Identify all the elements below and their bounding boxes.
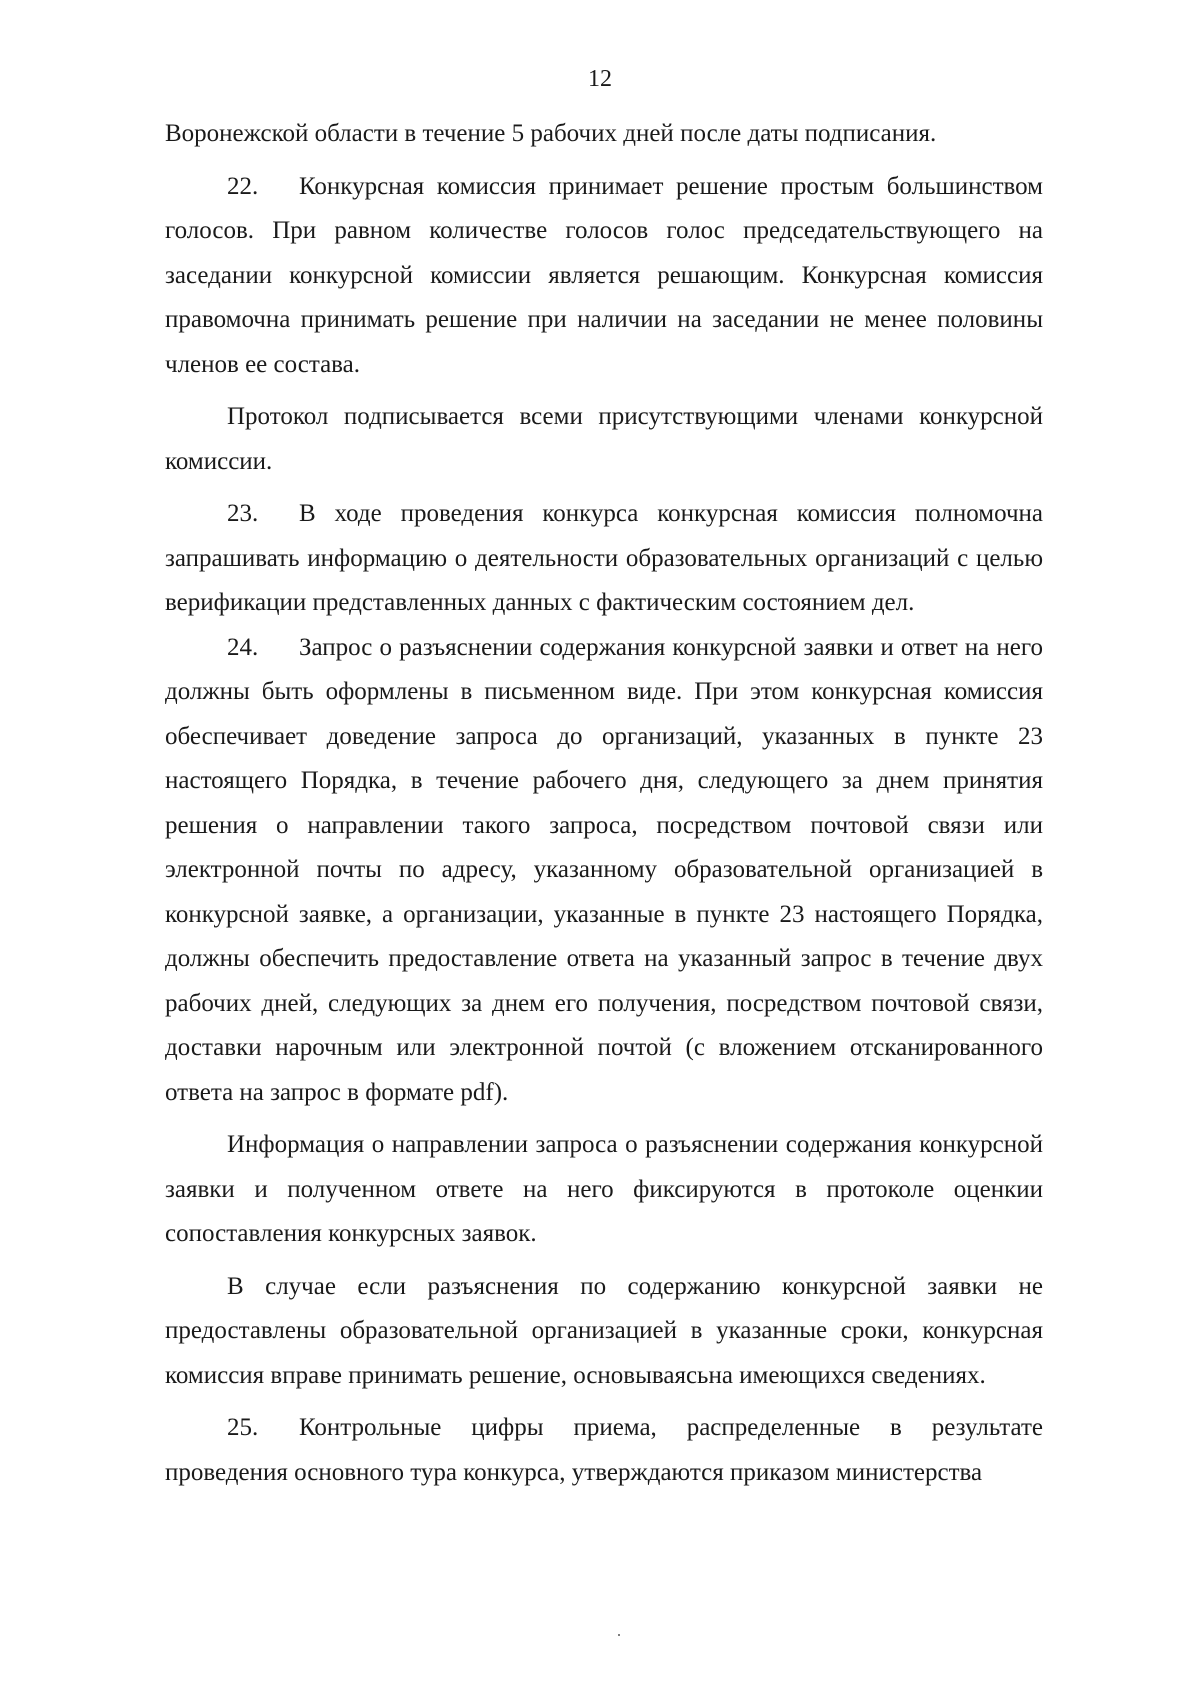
clause-number: 23. (227, 500, 259, 527)
clause-text: Конкурсная комиссия принимает решение простым большинством голосов. При равном количестве голосов голос председательствующего на заседании конкурсной комиссии является решающим. Конкурсная комиссия правомочна принимать решение при наличии на заседании не менее половины членов ее состава. (165, 172, 1043, 378)
clause-25 (165, 1406, 1043, 1495)
paragraph-text: Воронежской области в течение 5 рабочих дней после даты подписания. (165, 120, 937, 147)
clause-number: 22. (227, 172, 259, 200)
clause-text: Запрос о разъяснении содержания конкурсной заявки и ответ на него должны быть оформлены в письменном виде. При этом конкурсная комиссия обеспечивает доведение запроса до организаций, указанных в пункте 23 настоящего Порядка, в течение рабочего дня, следующего за днем принятия решения о направлении такого запроса, посредством почтовой связи или электронной почты по адресу, указанному образовательной организацией в конкурсной заявке, а организации, указанные в пункте 23 настоящего Порядка, должны обеспечить предоставление ответа на указанный запрос в течение двух рабочих дней, следующих за днем его получения, посредством почтовой связи, доставки нарочным или электронной почтой (с вложением отсканированного ответа на запрос в формате pdf). (165, 633, 1043, 1106)
clause-number: 25. (227, 1414, 259, 1441)
clause-24 (165, 626, 1043, 1116)
clause-23 (165, 492, 1043, 626)
paragraph-continuation (165, 112, 1043, 157)
paragraph-text: Информация о направлении запроса о разъяснении содержания конкурсной заявки и полученном ответе на него фиксируются в протоколе оценкии сопоставления конкурсных заявок. (165, 1131, 1043, 1247)
paragraph-no-clarification (165, 1265, 1043, 1399)
clause-text: Контрольные цифры приема, распределенные в результате проведения основного тура конкурса, утверждаются приказом министерства (165, 1414, 1043, 1486)
clause-22 (165, 165, 1043, 388)
page-number: 12 (588, 66, 612, 92)
document-body (165, 112, 1043, 1495)
paragraph-text: Протокол подписывается всеми присутствующими членами конкурсной комиссии. (165, 403, 1043, 475)
scan-artifact-dot (618, 1634, 620, 1636)
paragraph-protocol (165, 395, 1043, 484)
paragraph-request-info (165, 1123, 1043, 1257)
paragraph-text: В случае если разъяснения по содержанию конкурсной заявки не предоставлены образовательной организацией в указанные сроки, конкурсная комиссия вправе принимать решение, основываясьна имеющихся сведениях. (165, 1272, 1043, 1389)
clause-text: В ходе проведения конкурса конкурсная комиссия полномочна запрашивать информацию о деятельности образовательных организаций с целью верификации представленных данных с фактическим состоянием дел. (165, 500, 1043, 616)
clause-number: 24. (227, 633, 259, 661)
